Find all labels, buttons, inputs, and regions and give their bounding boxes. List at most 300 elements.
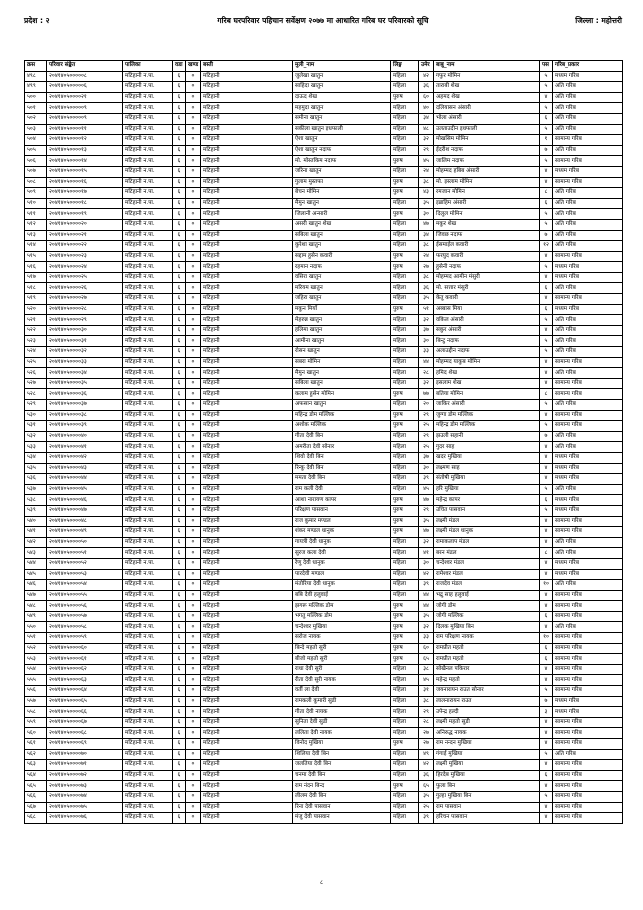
cell-poverty-type: मध्यम गरिब xyxy=(553,474,623,485)
cell-municipality: मटिहानी न.पा. xyxy=(123,347,173,358)
cell-age: ३२ xyxy=(419,537,434,548)
cell-household-code: २०४१४०५००००६१ xyxy=(47,654,123,665)
cell-members: ६ xyxy=(540,770,553,781)
cell-block: ० xyxy=(186,209,201,220)
cell-block: ० xyxy=(186,219,201,230)
cell-municipality: मटिहानी न.पा. xyxy=(123,516,173,527)
cell-ward: ६ xyxy=(173,315,186,326)
cell-block: ० xyxy=(186,717,201,728)
table-row xyxy=(25,124,623,135)
cell-settlement: मटिहानी xyxy=(201,145,293,156)
cell-ward: ६ xyxy=(173,505,186,516)
cell-head-name: रामकली कुमारी सुडी xyxy=(293,696,391,707)
cell-head-name: सबिला खातुन xyxy=(293,230,391,241)
cell-household-code: २०४१४०५०००००९ xyxy=(47,113,123,124)
cell-household-code: २०४१४०५००००१८ xyxy=(47,198,123,209)
cell-ward: ६ xyxy=(173,495,186,506)
cell-block: ० xyxy=(186,548,201,559)
table-row xyxy=(25,664,623,675)
cell-members: ५ xyxy=(540,421,553,432)
table-row xyxy=(25,209,623,220)
cell-father-name: लक्ष्मी मुखिया xyxy=(434,760,540,771)
cell-sn: ४९८ xyxy=(25,71,47,82)
cell-gender: महिला xyxy=(391,198,419,209)
table-row xyxy=(25,601,623,612)
cell-household-code: २०४१४०५००००४४ xyxy=(47,474,123,485)
cell-age: २५ xyxy=(419,442,434,453)
cell-poverty-type: सामान्य गरिब xyxy=(553,410,623,421)
table-row xyxy=(25,463,623,474)
cell-gender: महिला xyxy=(391,537,419,548)
cell-age: ३८ xyxy=(419,696,434,707)
cell-age: ३८ xyxy=(419,272,434,283)
column-header-settlement: बस्ती xyxy=(201,61,293,72)
cell-block: ० xyxy=(186,463,201,474)
cell-ward: ६ xyxy=(173,558,186,569)
cell-household-code: २०४१४०५००००३४ xyxy=(47,368,123,379)
cell-sn: ५०२ xyxy=(25,113,47,124)
cell-household-code: २०४१४०५००००१७ xyxy=(47,188,123,199)
cell-municipality: मटिहानी न.पा. xyxy=(123,113,173,124)
cell-household-code: २०४१४०५००००६७ xyxy=(47,717,123,728)
cell-municipality: मटिहानी न.पा. xyxy=(123,622,173,633)
cell-gender: महिला xyxy=(391,166,419,177)
cell-father-name: अलाउद्दीन नदाफ xyxy=(434,347,540,358)
cell-settlement: मटिहानी xyxy=(201,135,293,146)
cell-gender: महिला xyxy=(391,145,419,156)
cell-father-name: फुला बिन xyxy=(434,781,540,792)
cell-ward: ६ xyxy=(173,590,186,601)
cell-gender: पुरुष xyxy=(391,177,419,188)
cell-household-code: २०४१४०५००००७४ xyxy=(47,791,123,802)
cell-ward: ६ xyxy=(173,294,186,305)
table-row xyxy=(25,802,623,813)
cell-sn: ५२१ xyxy=(25,315,47,326)
cell-members: ४ xyxy=(540,177,553,188)
cell-age: ३४ xyxy=(419,113,434,124)
cell-gender: महिला xyxy=(391,294,419,305)
cell-block: ० xyxy=(186,198,201,209)
table-row xyxy=(25,188,623,199)
cell-sn: ५२५ xyxy=(25,357,47,368)
cell-head-name: गायत्री देवी धानुक xyxy=(293,537,391,548)
cell-gender: महिला xyxy=(391,347,419,358)
cell-poverty-type: अति गरिब xyxy=(553,484,623,495)
cell-sn: ५०१ xyxy=(25,103,47,114)
cell-father-name: रामप्रीत महतो xyxy=(434,654,540,665)
cell-settlement: मटिहानी xyxy=(201,569,293,580)
cell-gender: महिला xyxy=(391,760,419,771)
cell-household-code: २०४१४०५००००६९ xyxy=(47,739,123,750)
cell-municipality: मटिहानी न.पा. xyxy=(123,802,173,813)
cell-poverty-type: अति गरिब xyxy=(553,219,623,230)
cell-municipality: मटिहानी न.पा. xyxy=(123,707,173,718)
cell-members: ४ xyxy=(540,463,553,474)
cell-poverty-type: अति गरिब xyxy=(553,400,623,411)
cell-block: ० xyxy=(186,368,201,379)
cell-sn: ५५९ xyxy=(25,717,47,728)
cell-father-name: संतोषी मुखिया xyxy=(434,474,540,485)
cell-members: ५ xyxy=(540,336,553,347)
cell-father-name: ईदरीश नदाफ xyxy=(434,145,540,156)
cell-father-name: उचित पासवान xyxy=(434,505,540,516)
cell-members: ४ xyxy=(540,527,553,538)
table-row xyxy=(25,452,623,463)
cell-block: ० xyxy=(186,569,201,580)
cell-members: ४ xyxy=(540,802,553,813)
cell-members: ४ xyxy=(540,357,553,368)
cell-father-name: फरयुद कवारी xyxy=(434,251,540,262)
cell-age: ३१ xyxy=(419,686,434,697)
cell-settlement: मटिहानी xyxy=(201,251,293,262)
cell-block: ० xyxy=(186,400,201,411)
cell-age: ४७ xyxy=(419,527,434,538)
cell-sn: ५४६ xyxy=(25,580,47,591)
cell-household-code: २०४१४०५००००२६ xyxy=(47,283,123,294)
cell-settlement: मटिहानी xyxy=(201,558,293,569)
cell-block: ० xyxy=(186,357,201,368)
cell-household-code: २०४१४०५००००६२ xyxy=(47,664,123,675)
cell-members: ५ xyxy=(540,209,553,220)
cell-head-name: रीता देवी सुरी नायक xyxy=(293,675,391,686)
cell-head-name: भगतु मल्लिक डोम xyxy=(293,611,391,622)
cell-age: २९ xyxy=(419,505,434,516)
cell-block: ० xyxy=(186,558,201,569)
cell-members: ६ xyxy=(540,283,553,294)
cell-gender: महिला xyxy=(391,569,419,580)
cell-age: ४९ xyxy=(419,749,434,760)
cell-poverty-type: अति गरिब xyxy=(553,241,623,252)
cell-father-name: अब्बास मिया xyxy=(434,304,540,315)
cell-municipality: मटिहानी न.पा. xyxy=(123,124,173,135)
cell-members: ४ xyxy=(540,272,553,283)
cell-settlement: मटिहानी xyxy=(201,654,293,665)
cell-members: ४ xyxy=(540,601,553,612)
cell-father-name: राम नन्दन मुखिया xyxy=(434,739,540,750)
cell-members: ४ xyxy=(540,325,553,336)
cell-municipality: मटिहानी न.पा. xyxy=(123,696,173,707)
cell-gender: पुरुष xyxy=(391,156,419,167)
cell-members: ६ xyxy=(540,198,553,209)
cell-block: ० xyxy=(186,124,201,135)
cell-block: ० xyxy=(186,347,201,358)
cell-sn: ५४५ xyxy=(25,569,47,580)
cell-head-name: रेणु देवी धानुक xyxy=(293,558,391,569)
cell-ward: ६ xyxy=(173,696,186,707)
cell-father-name: अनिरुद्ध नायक xyxy=(434,728,540,739)
cell-father-name: हरिचन पासवान xyxy=(434,813,540,824)
cell-age: २९ xyxy=(419,707,434,718)
cell-block: ० xyxy=(186,474,201,485)
column-header-father-name: बाबु_नाम xyxy=(434,61,540,72)
cell-members: ५ xyxy=(540,71,553,82)
cell-gender: पुरुष xyxy=(391,516,419,527)
cell-age: ३८ xyxy=(419,241,434,252)
cell-father-name: मोखसिम मोमिन xyxy=(434,135,540,146)
table-row xyxy=(25,516,623,527)
cell-municipality: मटिहानी न.पा. xyxy=(123,749,173,760)
cell-municipality: मटिहानी न.पा. xyxy=(123,283,173,294)
cell-head-name: सकीला खातुन इधफाली xyxy=(293,124,391,135)
cell-gender: महिला xyxy=(391,749,419,760)
cell-block: ० xyxy=(186,813,201,824)
cell-father-name: लालनारायन राउत xyxy=(434,696,540,707)
cell-household-code: २०४१४०५००००३२ xyxy=(47,347,123,358)
cell-poverty-type: सामान्य गरिब xyxy=(553,177,623,188)
cell-poverty-type: अति गरिब xyxy=(553,368,623,379)
cell-block: ० xyxy=(186,495,201,506)
cell-ward: ६ xyxy=(173,717,186,728)
cell-poverty-type: सामान्य गरिब xyxy=(553,389,623,400)
cell-age: ३२ xyxy=(419,622,434,633)
cell-municipality: मटिहानी न.पा. xyxy=(123,580,173,591)
cell-ward: ६ xyxy=(173,198,186,209)
cell-settlement: मटिहानी xyxy=(201,484,293,495)
cell-head-name: रिना देवी पासवान xyxy=(293,802,391,813)
cell-household-code: २०४१४०५००००३५ xyxy=(47,378,123,389)
table-row xyxy=(25,294,623,305)
table-row xyxy=(25,198,623,209)
cell-gender: महिला xyxy=(391,770,419,781)
table-row xyxy=(25,707,623,718)
cell-members: ४ xyxy=(540,739,553,750)
cell-age: ३४ xyxy=(419,230,434,241)
cell-block: ० xyxy=(186,145,201,156)
cell-settlement: मटिहानी xyxy=(201,389,293,400)
cell-age: ७७ xyxy=(419,389,434,400)
cell-ward: ६ xyxy=(173,527,186,538)
cell-block: ० xyxy=(186,633,201,644)
cell-municipality: मटिहानी न.पा. xyxy=(123,368,173,379)
cell-block: ० xyxy=(186,442,201,453)
cell-age: २९ xyxy=(419,410,434,421)
table-row xyxy=(25,474,623,485)
cell-age: ३२ xyxy=(419,135,434,146)
cell-sn: ५१५ xyxy=(25,251,47,262)
cell-settlement: मटिहानी xyxy=(201,166,293,177)
cell-block: ० xyxy=(186,696,201,707)
cell-settlement: मटिहानी xyxy=(201,452,293,463)
cell-settlement: मटिहानी xyxy=(201,791,293,802)
cell-settlement: मटिहानी xyxy=(201,230,293,241)
cell-gender: पुरुष xyxy=(391,410,419,421)
cell-settlement: मटिहानी xyxy=(201,294,293,305)
cell-household-code: २०४१४०५००००१५ xyxy=(47,166,123,177)
cell-block: ० xyxy=(186,802,201,813)
cell-gender: महिला xyxy=(391,452,419,463)
cell-settlement: मटिहानी xyxy=(201,548,293,559)
cell-settlement: मटिहानी xyxy=(201,463,293,474)
cell-poverty-type: सामान्य गरिब xyxy=(553,156,623,167)
cell-father-name: जिवछ नदाफ xyxy=(434,230,540,241)
cell-poverty-type: अति गरिब xyxy=(553,580,623,591)
cell-settlement: मटिहानी xyxy=(201,590,293,601)
cell-head-name: रोसन खातुन xyxy=(293,347,391,358)
cell-members: ४ xyxy=(540,537,553,548)
cell-ward: ६ xyxy=(173,611,186,622)
cell-age: ६० xyxy=(419,92,434,103)
cell-household-code: २०४१४०५००००५६ xyxy=(47,601,123,612)
cell-age: २५ xyxy=(419,802,434,813)
cell-block: ० xyxy=(186,230,201,241)
cell-father-name: सोखैनल पकिरार xyxy=(434,664,540,675)
cell-household-code: २०४१४०५००००२८ xyxy=(47,304,123,315)
cell-father-name: हरि मुखिया xyxy=(434,484,540,495)
cell-father-name: केतु कवारी xyxy=(434,294,540,305)
cell-age: ४४ xyxy=(419,601,434,612)
cell-gender: महिला xyxy=(391,707,419,718)
table-row xyxy=(25,325,623,336)
cell-household-code: २०४१४०५००००२७ xyxy=(47,294,123,305)
cell-municipality: मटिहानी न.पा. xyxy=(123,251,173,262)
cell-head-name: शिवो देवी बिन xyxy=(293,452,391,463)
cell-members: ४ xyxy=(540,813,553,824)
cell-household-code: २०४१४०५००००२५ xyxy=(47,272,123,283)
cell-father-name: जोगी डोम xyxy=(434,601,540,612)
cell-father-name: इसलाम शेख xyxy=(434,378,540,389)
cell-head-name: समीना खातुन xyxy=(293,113,391,124)
cell-municipality: मटिहानी न.पा. xyxy=(123,601,173,612)
cell-sn: ५५८ xyxy=(25,707,47,718)
cell-gender: महिला xyxy=(391,357,419,368)
cell-block: ० xyxy=(186,177,201,188)
cell-age: ४० xyxy=(419,103,434,114)
cell-household-code: २०४१४०५००००७२ xyxy=(47,770,123,781)
cell-members: ६ xyxy=(540,611,553,622)
cell-age: ३९ xyxy=(419,474,434,485)
cell-poverty-type: मध्यम गरिब xyxy=(553,166,623,177)
cell-gender: महिला xyxy=(391,241,419,252)
cell-father-name: गफुर मोमिन xyxy=(434,71,540,82)
cell-sn: ५१८ xyxy=(25,283,47,294)
cell-municipality: मटिहानी न.पा. xyxy=(123,389,173,400)
cell-poverty-type: सामान्य गरिब xyxy=(553,611,623,622)
cell-gender: महिला xyxy=(391,717,419,728)
cell-block: ० xyxy=(186,103,201,114)
cell-block: ० xyxy=(186,686,201,697)
cell-poverty-type: सामान्य गरिब xyxy=(553,421,623,432)
cell-household-code: २०४१४०५००००६५ xyxy=(47,696,123,707)
cell-sn: ५४२ xyxy=(25,537,47,548)
cell-head-name: मैमुन खातुन xyxy=(293,198,391,209)
cell-ward: ६ xyxy=(173,686,186,697)
cell-age: ४१ xyxy=(419,548,434,559)
cell-head-name: गुलाम मुस्तफा xyxy=(293,177,391,188)
cell-sn: ५३९ xyxy=(25,505,47,516)
cell-head-name: शंकर मण्डल धानुक xyxy=(293,527,391,538)
cell-gender: महिला xyxy=(391,484,419,495)
cell-gender: महिला xyxy=(391,325,419,336)
cell-head-name: विनोद मुखिया xyxy=(293,739,391,750)
cell-poverty-type: अति गरिब xyxy=(553,209,623,220)
cell-gender: महिला xyxy=(391,728,419,739)
cell-sn: ५३८ xyxy=(25,495,47,506)
cell-sn: ५६० xyxy=(25,728,47,739)
cell-settlement: मटिहानी xyxy=(201,304,293,315)
cell-block: ० xyxy=(186,654,201,665)
cell-ward: ६ xyxy=(173,431,186,442)
cell-block: ० xyxy=(186,82,201,93)
cell-ward: ६ xyxy=(173,442,186,453)
cell-father-name: लक्ष्मी महतो सुडी xyxy=(434,717,540,728)
table-row xyxy=(25,82,623,93)
table-row xyxy=(25,770,623,781)
cell-sn: ५२४ xyxy=(25,347,47,358)
cell-age: ६५ xyxy=(419,654,434,665)
cell-head-name: चनमा देवी बिन xyxy=(293,770,391,781)
cell-head-name: मंजु देवी पासवान xyxy=(293,813,391,824)
cell-ward: ६ xyxy=(173,770,186,781)
table-row xyxy=(25,113,623,124)
cell-settlement: मटिहानी xyxy=(201,622,293,633)
cell-ward: ६ xyxy=(173,749,186,760)
cell-sn: ५५३ xyxy=(25,654,47,665)
cell-poverty-type: मध्यम गरिब xyxy=(553,272,623,283)
cell-members: ५ xyxy=(540,156,553,167)
cell-municipality: मटिहानी न.पा. xyxy=(123,717,173,728)
cell-household-code: २०४१४०५००००२३ xyxy=(47,251,123,262)
cell-members: ५ xyxy=(540,103,553,114)
cell-poverty-type: सामान्य गरिब xyxy=(553,654,623,665)
cell-block: ० xyxy=(186,156,201,167)
cell-municipality: मटिहानी न.पा. xyxy=(123,686,173,697)
cell-age: ४५ xyxy=(419,484,434,495)
cell-municipality: मटिहानी न.पा. xyxy=(123,675,173,686)
cell-head-name: जुलेखा खातुन xyxy=(293,71,391,82)
cell-father-name: लक्ष्मी मंडल धानुक xyxy=(434,527,540,538)
cell-settlement: मटिहानी xyxy=(201,760,293,771)
cell-sn: ५४८ xyxy=(25,601,47,612)
cell-age: २९ xyxy=(419,145,434,156)
cell-father-name: मोहम्मद आमीन मंसुरी xyxy=(434,272,540,283)
cell-ward: ६ xyxy=(173,739,186,750)
cell-ward: ६ xyxy=(173,484,186,495)
cell-municipality: मटिहानी न.पा. xyxy=(123,315,173,326)
cell-household-code: २०४१४०५००००७० xyxy=(47,749,123,760)
cell-sn: ५६७ xyxy=(25,802,47,813)
cell-household-code: २०४१४०५००००५१ xyxy=(47,548,123,559)
cell-age: ६५ xyxy=(419,781,434,792)
column-header-municipality: पालिका xyxy=(123,61,173,72)
cell-gender: पुरुष xyxy=(391,505,419,516)
cell-household-code: २०४१४०५००००४१ xyxy=(47,442,123,453)
cell-sn: ५५६ xyxy=(25,686,47,697)
cell-settlement: मटिहानी xyxy=(201,357,293,368)
cell-municipality: मटिहानी न.पा. xyxy=(123,357,173,368)
cell-block: ० xyxy=(186,643,201,654)
cell-ward: ६ xyxy=(173,325,186,336)
cell-settlement: मटिहानी xyxy=(201,781,293,792)
cell-gender: पुरुष xyxy=(391,389,419,400)
cell-poverty-type: अति गरिब xyxy=(553,188,623,199)
cell-father-name: भोला अंसारी xyxy=(434,113,540,124)
cell-members: ३ xyxy=(540,707,553,718)
cell-father-name: ताराबी शेख xyxy=(434,82,540,93)
cell-age: ४२ xyxy=(419,71,434,82)
cell-settlement: मटिहानी xyxy=(201,410,293,421)
cell-head-name: साहिदा खातुन xyxy=(293,82,391,93)
cell-settlement: मटिहानी xyxy=(201,262,293,273)
cell-household-code: २०४१४०५००००७५ xyxy=(47,802,123,813)
cell-household-code: २०४१४०५००००७१ xyxy=(47,760,123,771)
cell-sn: ५३६ xyxy=(25,474,47,485)
cell-settlement: मटिहानी xyxy=(201,113,293,124)
cell-block: ० xyxy=(186,251,201,262)
cell-poverty-type: अति गरिब xyxy=(553,82,623,93)
cell-father-name: भद्रु साह हलुवाई xyxy=(434,590,540,601)
cell-gender: महिला xyxy=(391,813,419,824)
cell-sn: ५०८ xyxy=(25,177,47,188)
